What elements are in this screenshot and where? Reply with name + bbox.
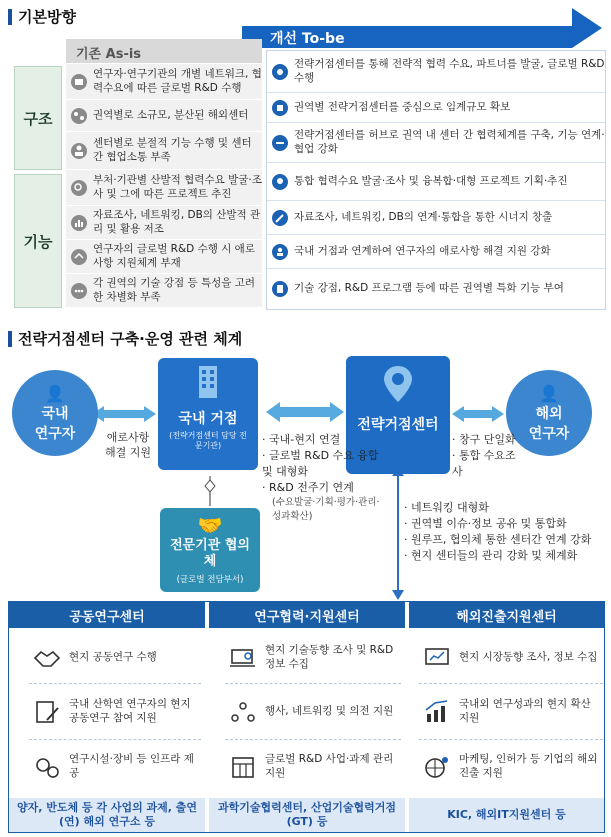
center-footer: 과학기술협력센터, 산업기술협력거점 (GT) 등	[209, 798, 405, 832]
asis-item: 권역별로 소규모, 분산된 해외센터	[66, 100, 262, 132]
center-header: 연구협력·지원센터	[209, 602, 405, 628]
arrow-mid-double	[266, 402, 344, 422]
asis-item: 부처·기관별 산발적 협력수요 발굴·조사 및 그에 따른 프로젝트 추진	[66, 170, 262, 206]
tobe-item: 국내 거점과 연계하여 연구자의 애로사항 해결 지원 강화	[267, 235, 605, 269]
center-item: 국내외 연구성과의 현지 확산 지원	[419, 684, 603, 740]
tobe-item: 자료조사, 네트워킹, DB의 연계·통합을 통한 시너지 창출	[267, 201, 605, 235]
center-footer: 양자, 반도체 등 각 사업의 과제, 출연(연) 해외 연구소 등	[9, 798, 205, 832]
asis-column	[66, 64, 262, 308]
center-column	[419, 632, 603, 796]
right-label-item: · 통합 수요조사	[452, 448, 516, 478]
center-item: 연구시설·장비 등 인프라 제공	[29, 740, 201, 794]
tobe-item: 기술 강점, R&D 프로그램 등에 따른 권역별 특화 기능 부여	[267, 269, 605, 309]
title-bar	[8, 9, 12, 25]
center-header: 해외진출지원센터	[409, 602, 604, 628]
edit-icon	[271, 209, 289, 227]
tobe-item: 전략거점센터를 통해 전략적 협력 수요, 파트너를 발굴, 글로벌 R&D 수행	[267, 51, 605, 93]
scatter-icon	[70, 107, 88, 125]
search-doc-icon	[70, 179, 88, 197]
right-label-item: · 창구 단일화	[452, 433, 516, 446]
mid-list-item: · 글로벌 R&D 수요 융합 및 대형화	[262, 448, 379, 478]
row-label-function: 기능	[14, 174, 62, 308]
council-box: 🤝 전문기관 협의체 (글로벌 전담부서)	[160, 508, 260, 592]
doc-icon	[271, 280, 289, 298]
row-label-structure: 구조	[14, 66, 62, 170]
center-item: 행사, 네트워킹 및 의전 지원	[225, 684, 401, 740]
bar-chart-icon	[70, 214, 88, 232]
link-icon	[271, 134, 289, 152]
growth-chart-icon	[423, 698, 451, 726]
mid-list-item: · 국내-현지 연결	[262, 433, 341, 446]
hub-icon	[271, 99, 289, 117]
building-icon	[193, 364, 223, 404]
center-item: 현지 공동연구 수행	[29, 632, 201, 684]
handshake-icon	[33, 644, 61, 672]
vertical-list-item: · 현지 센터들의 관리 강화 및 체계화	[404, 548, 578, 562]
location-pin-icon	[381, 364, 415, 408]
asis-item: 연구자·연구기관의 개별 네트워크, 협력수요에 따른 글로벌 R&D 수행	[66, 64, 262, 100]
section-title-basic-direction: 기본방향	[8, 6, 76, 27]
asis-item: 센터별로 분절적 기능 수행 및 센터 간 협업소통 부족	[66, 132, 262, 170]
laptop-search-icon	[229, 644, 257, 672]
people-icon	[70, 142, 88, 160]
gears-icon	[33, 753, 61, 781]
section-title-system: 전략거점센터 구축·운영 관련 체계	[8, 328, 242, 349]
vertical-list	[404, 500, 609, 564]
center-item: 국내 산학연 연구자의 현지 공동연구 참여 지원	[29, 684, 201, 740]
tobe-header-arrow	[242, 4, 604, 48]
tobe-item: 권역별 전략거점센터를 중심으로 임계규모 확보	[267, 93, 605, 123]
dots-icon	[70, 282, 88, 300]
vertical-list-item: · 원루프, 협의체 통한 센터간 연계 강화	[404, 532, 592, 546]
center-column	[225, 632, 401, 796]
center-item: 마케팅, 인허가 등 기업의 해외 진출 지원	[419, 740, 603, 794]
asis-header: 기존 As-is	[66, 39, 262, 63]
mid-list	[262, 432, 386, 523]
arrow-left-double	[92, 406, 156, 422]
tobe-item: 전략거점센터를 허브로 권역 내 센터 간 협력체계를 구축, 기능 연계·협업 강화	[267, 123, 605, 163]
strategic-center-box: 전략거점센터	[346, 356, 450, 474]
vertical-list-item: · 네트워킹 대형화	[404, 501, 489, 514]
document-pen-icon	[33, 698, 61, 726]
handshake-icon: 🤝	[197, 513, 223, 537]
calendar-grid-icon	[229, 753, 257, 781]
person-icon: 👤	[45, 383, 65, 403]
mid-list-sub: (수요발굴·기획·평가·관리·성과확산)	[272, 496, 380, 522]
center-header: 공동연구센터	[9, 602, 205, 628]
center-item: 현지 기술동향 조사 및 R&D 정보 수집	[225, 632, 401, 684]
overseas-researcher-bubble: 👤 해외 연구자	[506, 370, 592, 456]
globe-pin-icon	[423, 753, 451, 781]
network-icon	[70, 73, 88, 91]
center-item: 현지 시장동향 조사, 정보 수집	[419, 632, 603, 684]
person-icon: 👤	[539, 383, 559, 403]
asis-item: 자료조사, 네트워킹, DB의 산발적 관리 및 활용 저조	[66, 206, 262, 240]
right-labels	[452, 432, 522, 480]
center-column	[29, 632, 201, 796]
asis-item: 각 권역의 기술 강점 등 특성을 고려한 차별화 부족	[66, 274, 262, 308]
domestic-hub-box: 국내 거점 (전략거점센터 담당 전문기관)	[158, 358, 258, 470]
network-people-icon	[229, 698, 257, 726]
asis-item: 연구자의 글로벌 R&D 수행 시 애로사항 지원체계 부재	[66, 240, 262, 274]
market-board-icon	[423, 644, 451, 672]
center-item: 글로벌 R&D 사업·과제 관리 지원	[225, 740, 401, 794]
vertical-list-item: · 권역별 이슈·정보 공유 및 통합화	[404, 516, 567, 530]
title-bar	[8, 331, 12, 347]
left-support-label: 애로사항 해결 지원	[104, 431, 151, 460]
center-footer: KIC, 해외IT지원센터 등	[409, 798, 604, 832]
person-support-icon	[271, 243, 289, 261]
domestic-researcher-bubble: 👤 국내 연구자	[12, 370, 98, 456]
tobe-header: 개선 To-be	[270, 31, 345, 47]
target-icon	[271, 63, 289, 81]
centers-table	[8, 601, 605, 833]
mid-list-item: · R&D 전주기 연계	[262, 480, 354, 494]
support-icon	[70, 248, 88, 266]
tobe-column	[266, 50, 606, 310]
arrow-right-double	[452, 406, 504, 422]
tobe-item: 통합 협력수요 발굴·조사 및 융복합·대형 프로젝트 기획·추진	[267, 163, 605, 201]
idea-icon	[271, 173, 289, 191]
